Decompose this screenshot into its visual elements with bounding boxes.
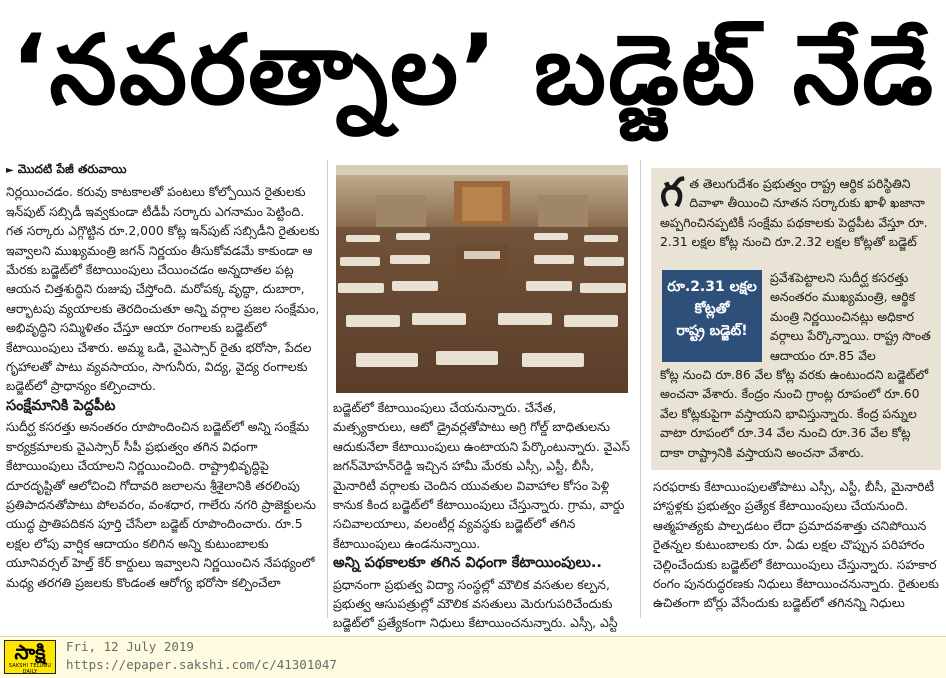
assembly-hall-illustration [336,165,628,393]
column-divider [640,160,641,618]
continued-text: మొదటి పేజీ తరువాయి [17,162,127,176]
sakshi-logo[interactable] [4,640,56,674]
paragraph: సుదీర్ఘ కసరత్తు అనంతరం రూపొందించిన బడ్జెట్‌లో అన్ని సంక్షేమ కార్యక్రమాలకు వైఎస్సార్ సీపీ ప్రభుత్వం తగిన విధంగా కేటాయింపులు చేయాలని నిర్ణయించింది. రాష్ట్రాభివృద్ధిపై దూరదృష్టితో ఆలోచించి గోదావరి జలాలను శ్రీశైలానికి తరలింపు ప్రతిపాదనతోపాటు పోలవరం, వంశధార, గాలేరు నగరి ప్రాజెక్టులను యుద్ధ ప్రాతిపదికన పూర్తి చేసేలా బడ్జెట్ రూపొందించారు. రూ.5 లక్షల లోపు వార్షిక ఆదాయం కలిగిన అన్ని కుటుంబాలకు యూనివర్సల్ హెల్త్ కేర్ కార్డులు ఇవ్వాలని నిర్ణయించిన నేపథ్యంలో మధ్య తరగతి ప్రజలకు కొండంత ఆరోగ్య భరోసా కల్పించేలా [6,419,316,590]
intro-text-narrow [770,268,936,365]
article-column-1 [6,160,321,615]
arrow-right-icon: ► [6,165,14,176]
logo-subtitle: SAKSHI TELUGU DAILY [8,663,52,675]
paragraph: కోట్ల నుంచి రూ.86 వేల కోట్ల వరకు ఉంటుందని బడ్జెట్‌లో అంచనా వేశారు. కేంద్రం నుంచి గ్రాంట్ల రూపంలో రూ.60 వేల కోట్లకుపైగా వస్తాయని భావిస్తున్నారు. కేంద్ర పన్నుల వాటా రూపంలో రూ.34 వేల నుంచి రూ.36 వేల కోట్ల దాకా రాష్ట్రానికి వస్తాయని అంచనా వేశారు. [660,367,929,460]
callout-line: కోట్లతో [694,301,730,317]
paragraph: త తెలుగుదేశం ప్రభుత్వం రాష్ట్ర ఆర్థిక పరిస్థితిని దివాళా తీయించి నూతన సర్కారుకు ఖాళీ ఖజానా అప్పగించినప్పటికీ సంక్షేమ పథకాలకు పెద్దపీట వేస్తూ రూ. 2.31 లక్షల కోట్ల నుంచి రూ.2.32 లక్షల కోట్లతో బడ్జెట్ [660,176,928,250]
article-column-2 [333,398,633,631]
publication-date: Fri, 12 July 2019 [66,639,194,654]
drop-cap: గ [660,170,684,216]
paragraph: సరఫరాకు కేటాయింపులతోపాటు ఎస్సీ, ఎస్టీ, బీసీ, మైనారిటీ హాస్టళ్లకు ప్రభుత్వం ప్రత్యేక కేటాయింపులు చేయనుంది. ఆత్మహత్యకు పాల్పడటం లేదా ప్రమాదవశాత్తు చనిపోయిన రైతన్నల కుటుంబాలకు రూ. ఏడు లక్షల చొప్పున పరిహారం చెల్లించేందుకు బడ్జెట్‌లో కేటాయింపులు చేస్తున్నారు. సహకార రంగం పునరుద్ధరణకు నిధులు కేటాయించనున్నారు. రైతులకు ఉచితంగా బోర్లు వేసేందుకు బడ్జెట్‌లో తగినన్ని నిధులు [653,479,939,611]
logo-text: సాక్షి [14,640,46,664]
budget-callout [662,270,762,362]
subheading: అన్ని పథకాలకూ తగిన విధంగా కేటాయింపులు.. [333,555,602,572]
subheading: సంక్షేమానికి పెద్దపీట [6,397,116,414]
epaper-link[interactable]: https://epaper.sakshi.com/c/41301047 [66,657,337,672]
intro-text-wide [660,365,936,462]
assembly-hall-photo [336,165,628,393]
callout-line: రాష్ట్ర బడ్జెట్! [676,323,748,339]
intro-text [660,170,936,252]
continued-label [6,160,321,180]
article-column-3 [653,477,940,617]
headline: ‘నవరత్నాల’ బడ్జెట్ నేడే [10,14,936,126]
paragraph: బడ్జెట్‌లో కేటాయింపులు చేయనున్నారు. చేనేత, మత్స్యకారులు, ఆటో డ్రైవర్లతోపాటు అగ్రి గోల్డ్ బాధితులను ఆదుకునేలా కేటాయింపులు ఉంటాయని పేర్కొంటున్నారు. వైఎస్ జగన్‌మోహన్‌రెడ్డి ఇచ్చిన హామీ మేరకు ఎస్సీ, ఎస్టీ, బీసీ, మైనారిటీ వర్గాలకు చెందిన యువతుల వివాహాల కోసం పెళ్లి కానుక కింద బడ్జెట్‌లో కేటాయింపులు చేస్తున్నారు. గ్రామ, వార్డు సచివాలయాలు, వలంటీర్ల వ్యవస్థకు బడ్జెట్‌లో తగిన కేటాయింపులు ఉండనున్నాయి. [333,400,630,551]
callout-line: రూ.2.31 లక్షల [667,279,757,295]
column-divider [327,160,328,618]
paragraph: ప్రధానంగా ప్రభుత్వ విద్యా సంస్థల్లో మౌలిక వసతుల కల్పన, ప్రభుత్వ ఆసుపత్రుల్లో మౌలిక వసతులు మెరుగుపరిచేందుకు బడ్జెట్‌లో ప్రత్యేకంగా నిధులు కేటాయించనున్నారు. ఎస్సీ, ఎస్టీ [333,576,618,631]
paragraph: ప్రవేశపెట్టాలని సుదీర్ఘ కసరత్తు అనంతరం ముఖ్యమంత్రి, ఆర్థిక మంత్రి నిర్ణయించినట్లు అధికార వర్గాలు పేర్కొన్నాయి. రాష్ట్ర సొంత ఆదాయం రూ.85 వేల [770,270,931,363]
paragraph: నిర్లయించడం. కరువు కాటకాలతో పంటలు కోల్పోయిన రైతులకు ఇన్‌పుట్ సబ్సిడీ ఇవ్వకుండా టీడీపీ సర్కారు ఎగనామం పెట్టింది. గత సర్కారు ఎగ్గొట్టిన రూ.2,000 కోట్ల ఇన్‌పుట్ సబ్సిడీని రైతులకు ఇవ్వాలని ముఖ్యమంత్రి జగన్ నిర్ణయం తీసుకోవడమే కాకుండా ఆ మేరకు బడ్జెట్‌లో కేటాయింపులు చేయించడం అన్నదాతల పట్ల ఆయన చిత్తశుద్ధిని రుజువు చేస్తోంది. మరోపక్క వృద్ధా, దుబారా, ఆర్భాటపు వ్యయాలకు తెరదించుతూ అన్ని వర్గాల ప్రజల సంక్షేమం, అభివృద్ధిని సమ్మిళితం చేస్తూ ఆయా రంగాలకు బడ్జెట్‌లో కేటాయింపులు చేశారు. అమ్మ ఒడి, వైఎస్సార్ రైతు భరోసా, పేదల గృహాలతో పాటు వ్యవసాయం, సాగునీరు, విద్య, వైద్య రంగాలకు బడ్జెట్‌లో ప్రాధాన్యం కల్పించారు. [6,184,320,394]
